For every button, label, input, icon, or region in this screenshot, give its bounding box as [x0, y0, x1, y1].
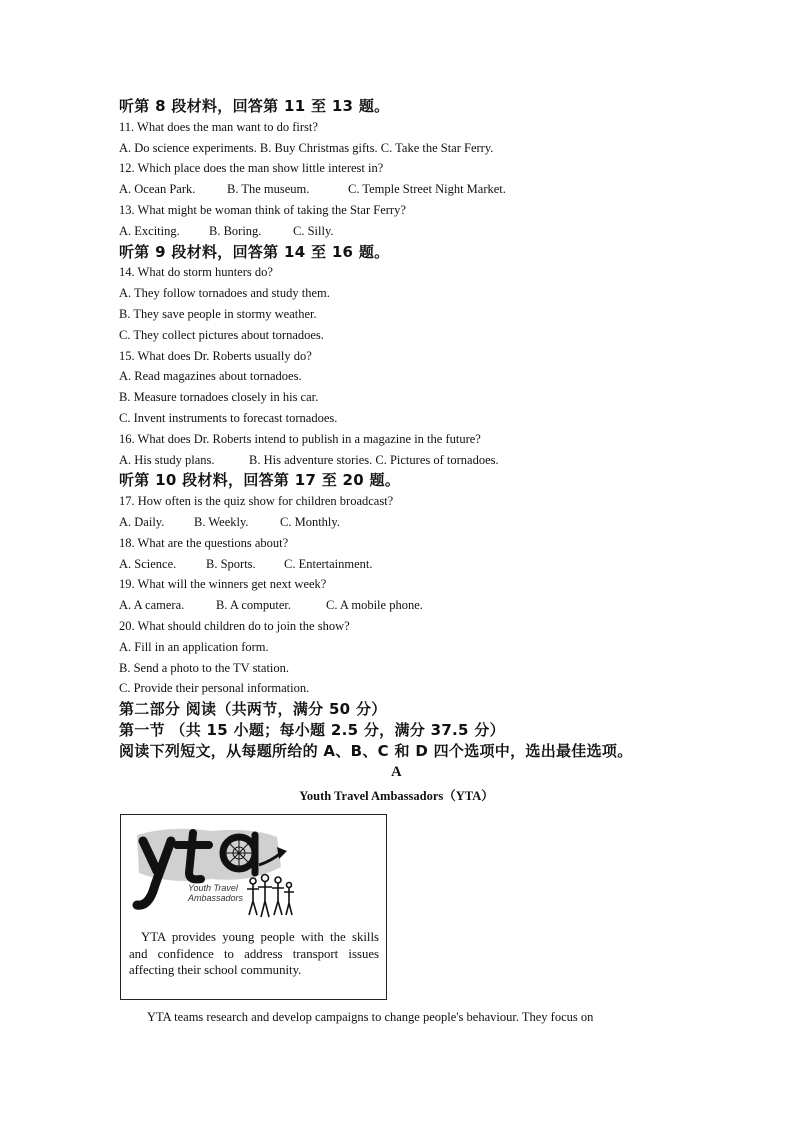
yta-logo-graphic	[131, 823, 301, 927]
question-15: 15. What does Dr. Roberts usually do?	[119, 348, 312, 363]
document-page	[119, 96, 679, 807]
question-11: 11. What does the man want to do first?	[119, 119, 318, 134]
question-20-option-b: B. Send a photo to the TV station.	[119, 660, 290, 675]
question-19: 19. What will the winners get next week?	[119, 577, 327, 592]
option-c: C. Monthly.	[280, 514, 340, 529]
section-9-heading: 听第 9 段材料，回答第 14 至 16 题。	[119, 242, 390, 261]
option-b: B. A computer.	[216, 598, 291, 613]
question-16-options	[119, 450, 679, 471]
question-12-options	[119, 179, 679, 200]
option-a: A. His study plans.	[119, 452, 215, 467]
question-11-options: A. Do science experiments. B. Buy Christmas gifts. C. Take the Star Ferry.	[119, 140, 494, 155]
question-14-option-b: B. They save people in stormy weather.	[119, 306, 317, 321]
yta-box-text: YTA provides young people with the skills and confidence to address transport issues affecting their school community.	[129, 930, 379, 977]
question-20: 20. What should children do to join the show?	[119, 618, 350, 633]
option-bc: B. His adventure stories. C. Pictures of tornadoes.	[249, 452, 499, 467]
option-b: B. Sports.	[206, 556, 256, 571]
option-c: C. Silly.	[293, 223, 334, 238]
question-20-option-a: A. Fill in an application form.	[119, 639, 269, 654]
question-20-option-c: C. Provide their personal information.	[119, 681, 310, 696]
section-8-heading: 听第 8 段材料，回答第 11 至 13 题。	[119, 97, 390, 115]
passage-body-first-line: YTA teams research and develop campaigns to change people's behaviour. They focus on	[147, 1010, 594, 1024]
option-a: A. A camera.	[119, 598, 185, 613]
reading-instruction: 阅读下列短文，从每题所给的 A、B、C 和 D 四个选项中，选出最佳选项。	[119, 741, 633, 760]
question-14-option-a: A. They follow tornadoes and study them.	[119, 286, 330, 301]
question-12: 12. Which place does the man show little interest in?	[119, 161, 384, 176]
yta-info-box	[120, 814, 387, 1000]
question-14: 14. What do storm hunters do?	[119, 265, 273, 280]
question-19-options	[119, 595, 679, 616]
section-10-heading: 听第 10 段材料，回答第 17 至 20 题。	[119, 471, 401, 490]
question-18: 18. What are the questions about?	[119, 535, 289, 550]
option-b: B. The museum.	[227, 182, 310, 197]
option-a: A. Daily.	[119, 514, 165, 529]
passage-title: Youth Travel Ambassadors（YTA）	[299, 789, 494, 804]
option-b: B. Weekly.	[194, 514, 249, 529]
option-a: A. Ocean Park.	[119, 182, 196, 197]
option-a: A. Science.	[119, 556, 177, 571]
question-14-option-c: C. They collect pictures about tornadoes.	[119, 327, 324, 342]
question-15-option-b: B. Measure tornadoes closely in his car.	[119, 390, 319, 405]
section-one-heading: 第一节 （共 15 小题；每小题 2.5 分，满分 37.5 分）	[119, 720, 505, 739]
question-16: 16. What does Dr. Roberts intend to publish in a magazine in the future?	[119, 431, 481, 446]
part-two-heading: 第二部分 阅读（共两节，满分 50 分）	[119, 700, 387, 719]
logo-caption: Youth Travel Ambassadors	[188, 883, 244, 903]
question-13-options	[119, 221, 679, 242]
option-c: C. A mobile phone.	[326, 598, 423, 613]
option-b: B. Boring.	[209, 223, 262, 238]
passage-letter: A	[391, 763, 402, 780]
option-c: C. Entertainment.	[284, 556, 373, 571]
question-18-options	[119, 554, 679, 575]
option-c: C. Temple Street Night Market.	[348, 182, 506, 197]
yta-logo	[131, 823, 301, 927]
question-17: 17. How often is the quiz show for children broadcast?	[119, 494, 394, 509]
question-13: 13. What might be woman think of taking the Star Ferry?	[119, 202, 406, 217]
option-a: A. Exciting.	[119, 223, 180, 238]
question-17-options	[119, 512, 679, 533]
question-15-option-c: C. Invent instruments to forecast tornadoes.	[119, 410, 338, 425]
question-15-option-a: A. Read magazines about tornadoes.	[119, 369, 302, 384]
